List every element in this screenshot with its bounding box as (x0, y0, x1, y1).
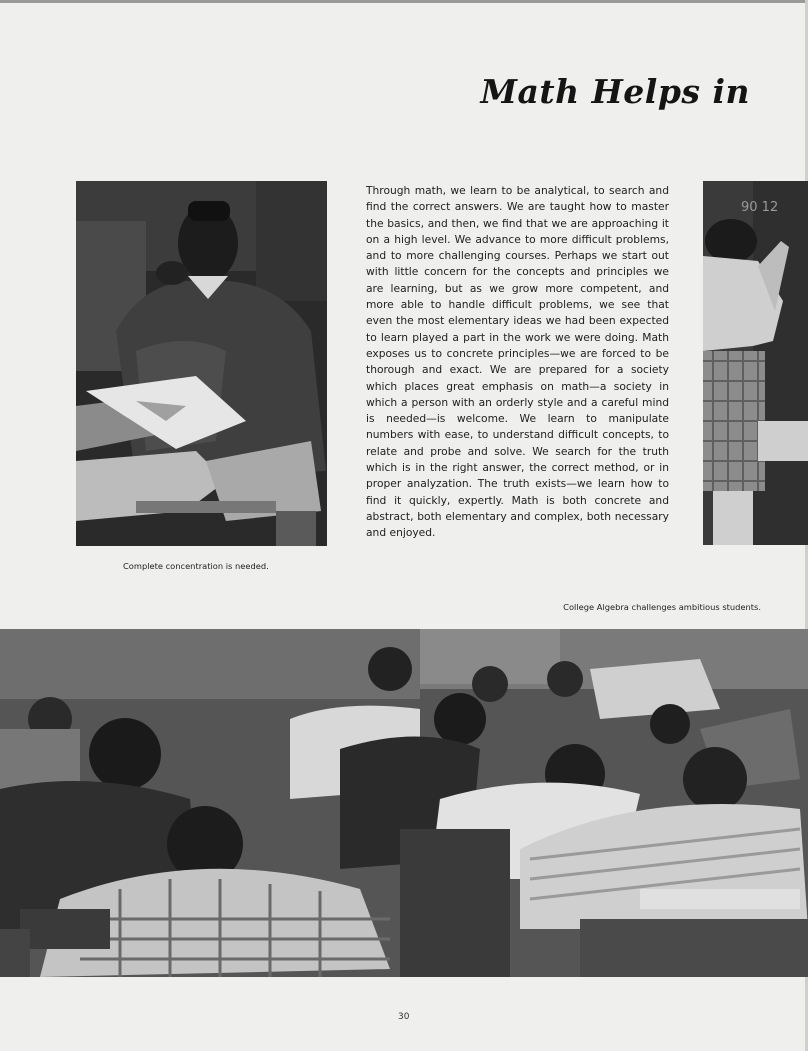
blackboard-text: 90 12 (741, 200, 779, 215)
page-top-edge (0, 0, 808, 3)
page-number: 30 (398, 1012, 410, 1022)
photo-caption-left: Complete concentration is needed. (123, 561, 269, 571)
page-title: Math Helps in (480, 72, 750, 111)
body-paragraph: Through math, we learn to be analytical, to search and find the correct answers. We are taught how to master the basics, and then, we find that we are approaching it on a high level. We advance to more difficult problems, and to more challenging courses. Perhaps we start out with little concern for the concepts and principles we are learning, but as we grow more competent, and more able to handle difficult problems, we see that even the most elementary ideas we had been expected to learn played a part in the work we were doing. Math exposes us to concrete principles—we are forced to be thorough and exact. We are prepared for a society which places great emphasis on math—a society in which a person with an orderly style and a careful mind is needed—is welcome. We learn to manipulate numbers with ease, to understand difficult concepts, to relate and probe and solve. We search for the truth which is in the right answer, the correct method, or in proper analyzation. The truth exists—we learn how to find it quickly, expertly. Math is both concrete and abstract, both elementary and complex, both necessary and enjoyed. (366, 184, 669, 540)
photo-caption-right: College Algebra challenges ambitious students. (563, 602, 761, 612)
classroom-photo (0, 629, 808, 977)
student-concentrating-photo (76, 181, 327, 546)
blackboard-photo (703, 181, 808, 545)
